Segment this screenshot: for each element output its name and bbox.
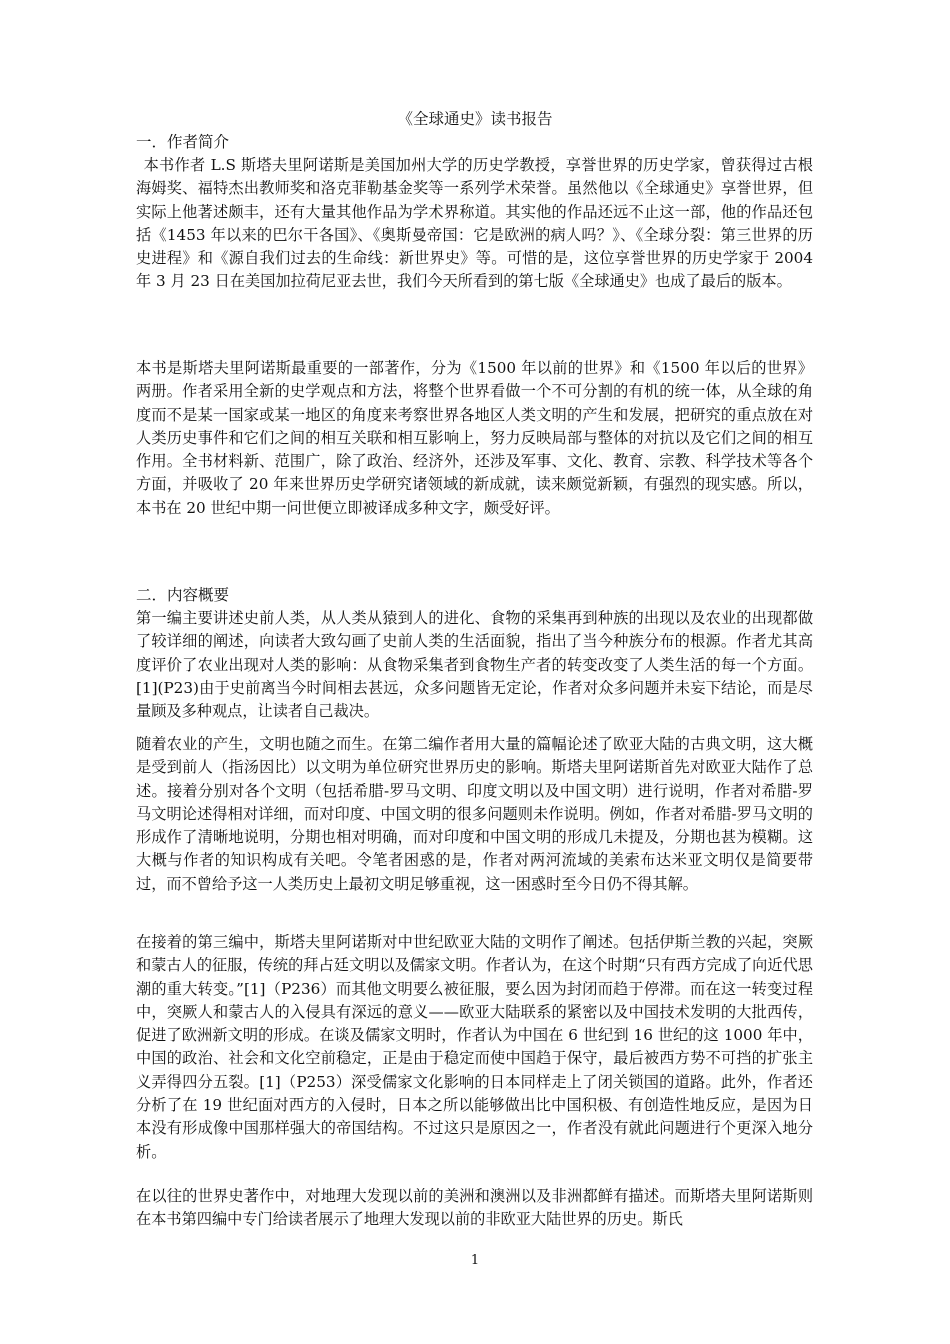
paragraph-book-overview: 本书是斯塔夫里阿诺斯最重要的一部著作，分为《1500 年以前的世界》和《1500 年以后的世界》两册。作者采用全新的史学观点和方法，将整个世界看做一个不可分割的有机的统一体，从全球的角度而不是某一国家或某一地区的角度来考察世界各地区人类文明的产生和发展，把研究的重点放在对人类历史事件和它们之间的相互关联和相互影响上，努力反映局部与整体的对抗以及它们之间的相互作用。全书材料新、范围广，除了政治、经济外，还涉及军事、文化、教育、宗教、科学技术等各个方面，并吸收了 20 年来世界历史学研究诸领域的新成就，读来颇觉新颖，有强烈的现实感。所以，本书在 20 世纪中期一问世便立即被译成多种文字，颇受好评。 [136, 359, 813, 517]
section-heading-author: 一．作者简介 [136, 133, 230, 151]
paragraph-part-two: 随着农业的产生，文明也随之而生。在第二编作者用大量的篇幅论述了欧亚大陆的古典文明，这大概是受到前人（指汤因比）以文明为单位研究世界历史的影响。斯塔夫里阿诺斯首先对欧亚大陆作了总述。接着分别对各个文明（包括希腊-罗马文明、印度文明以及中国文明）进行说明，作者对希腊-罗马文明论述得相对详细，而对印度、中国文明的很多问题则未作说明。例如，作者对希腊-罗马文明的形成作了清晰地说明，分期也相对明确，而对印度和中国文明的形成几未提及，分期也甚为模糊。这大概与作者的知识构成有关吧。令笔者困惑的是，作者对两河流域的美索布达米亚文明仅是简要带过，而不曾给予这一人类历史上最初文明足够重视，这一困惑时至今日仍不得其解。 [136, 735, 813, 893]
section-heading-summary: 二．内容概要 [136, 586, 230, 604]
document-title: 《全球通史》读书报告 [397, 110, 553, 128]
paragraph-author-intro: 本书作者 L.S 斯塔夫里阿诺斯是美国加州大学的历史学教授，享誉世界的历史学家，曾获得过古根海姆奖、福特杰出教师奖和洛克菲勒基金奖等一系列学术荣誉。虽然他以《全球通史》享誉世界，但实际上他著述颇丰，还有大量其他作品为学术界称道。其实他的作品还远不止这一部，他的作品还包括《1453 年以来的巴尔干各国》、《奥斯曼帝国：它是欧洲的病人吗？》、《全球分裂：第三世界的历史进程》和《源自我们过去的生命线：新世界史》等。可惜的是，这位享誉世界的历史学家于 2004 年 3 月 23 日在美国加拉荷尼亚去世，我们今天所看到的第七版《全球通史》也成了最后的版本。 [136, 156, 813, 291]
page-number: 1 [470, 1253, 480, 1268]
paragraph-part-one: 第一编主要讲述史前人类，从人类从猿到人的进化、食物的采集再到种族的出现以及农业的出现都做了较详细的阐述，向读者大致勾画了史前人类的生活面貌，指出了当今种族分布的根源。作者尤其高度评价了农业出现对人类的影响：从食物采集者到食物生产者的转变改变了人类生活的每一个方面。[1](P23)由于史前离当今时间相去甚远，众多问题皆无定论，作者对众多问题并未妄下结论，而是尽量顾及多种观点，让读者自己裁决。 [136, 609, 813, 721]
paragraph-part-three: 在接着的第三编中，斯塔夫里阿诺斯对中世纪欧亚大陆的文明作了阐述。包括伊斯兰教的兴起，突厥和蒙古人的征服，传统的拜占廷文明以及儒家文明。作者认为，在这个时期“只有西方完成了向近代思潮的重大转变。”[1]（P236）而其他文明要么被征服，要么因为封闭而趋于停滞。而在这一转变过程中，突厥人和蒙古人的入侵具有深远的意义——欧亚大陆联系的紧密以及中国技术发明的大批西传，促进了欧洲新文明的形成。在谈及儒家文明时，作者认为中国在 6 世纪到 16 世纪的这 1000 年中，中国的政治、社会和文化空前稳定，正是由于稳定而使中国趋于保守，最后被西方势不可挡的扩张主义弄得四分五裂。[1]（P253）深受儒家文化影响的日本同样走上了闭关锁国的道路。此外，作者还分析了在 19 世纪面对西方的入侵时，日本之所以能够做出比中国积极、有创造性地反应，是因为日本没有形成像中国那样强大的帝国结构。不过这只是原因之一，作者没有就此问题进行个更深入地分析。 [136, 933, 813, 1161]
paragraph-part-four: 在以往的世界史著作中，对地理大发现以前的美洲和澳洲以及非洲都鲜有描述。而斯塔夫里阿诺斯则在本书第四编中专门给读者展示了地理大发现以前的非欧亚大陆世界的历史。斯氏 [136, 1187, 813, 1229]
